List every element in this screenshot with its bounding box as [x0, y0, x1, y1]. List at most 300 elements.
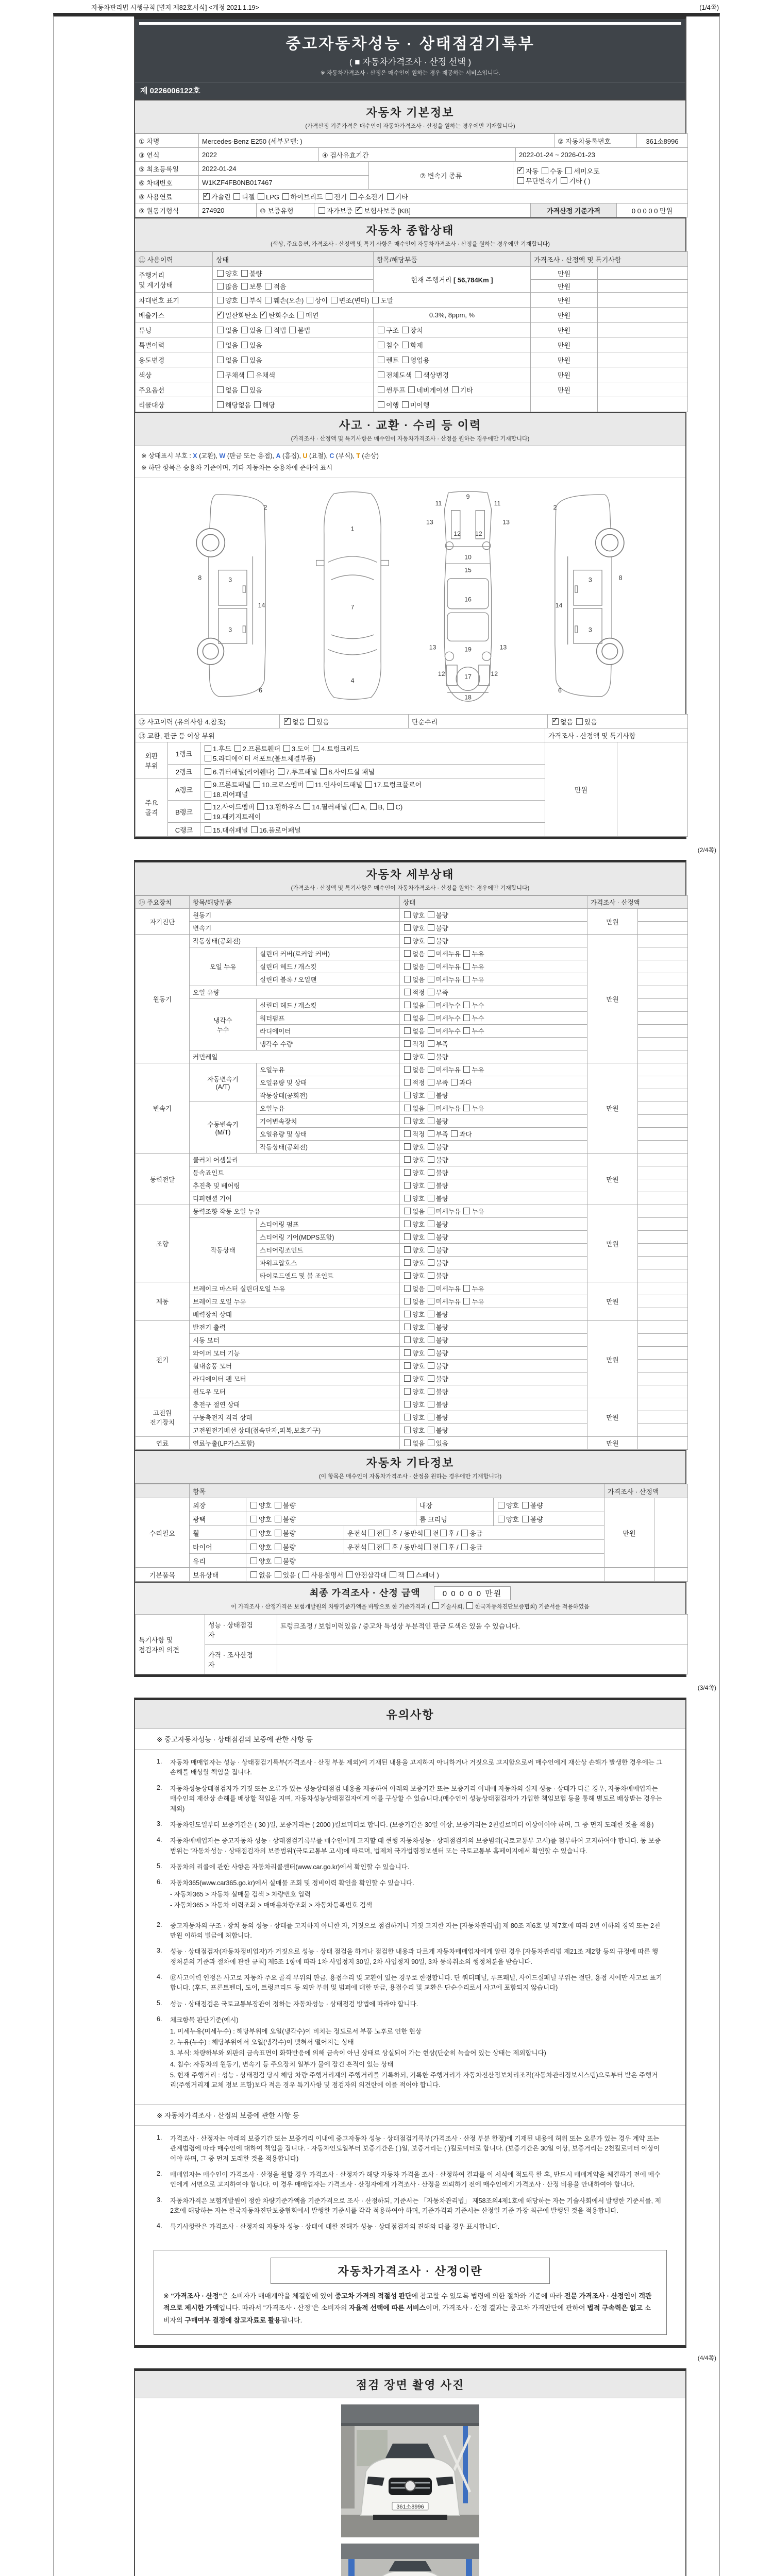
checkbox-unchecked[interactable]	[428, 1362, 434, 1369]
checkbox-unchecked[interactable]	[378, 327, 384, 333]
checkbox-unchecked[interactable]	[404, 1427, 411, 1433]
checkbox-unchecked[interactable]	[404, 1066, 411, 1073]
checkbox-unchecked[interactable]	[241, 283, 248, 290]
checkbox-unchecked[interactable]	[428, 1092, 434, 1098]
overall-col-use: ⑪ 사용이력	[136, 252, 213, 267]
license-plate: 361소8996	[396, 2503, 424, 2510]
checkbox-unchecked[interactable]	[428, 1130, 434, 1137]
checkbox-unchecked[interactable]	[402, 342, 409, 348]
checkbox-checked[interactable]	[552, 718, 559, 725]
mileage-current: 현재 주행거리 [ 56,784Km ]	[374, 267, 531, 293]
checkbox-unchecked[interactable]	[404, 976, 411, 982]
memo-cell	[654, 1568, 688, 1582]
checkbox-unchecked[interactable]	[275, 1557, 281, 1564]
checkbox-unchecked[interactable]	[205, 781, 211, 788]
checkbox-unchecked[interactable]	[282, 193, 289, 200]
basic-info-table-row5	[135, 189, 688, 204]
checkbox-unchecked[interactable]	[428, 963, 434, 970]
checkbox-unchecked[interactable]	[404, 1324, 411, 1330]
checkbox-unchecked[interactable]	[498, 1502, 505, 1509]
checkbox-unchecked[interactable]	[404, 937, 411, 944]
checkbox-unchecked[interactable]	[404, 1169, 411, 1176]
checkbox-unchecked[interactable]	[307, 781, 313, 788]
checkbox-unchecked[interactable]	[428, 989, 434, 995]
checkbox-unchecked[interactable]	[428, 1272, 434, 1279]
holding-state: 없음 있음 ( 사용설명서 안전삼각대 잭 스패너 )	[246, 1568, 604, 1582]
checkbox-unchecked[interactable]	[404, 1002, 411, 1008]
overall-header	[135, 217, 685, 251]
checkbox-unchecked[interactable]	[461, 1544, 468, 1550]
checkbox-unchecked[interactable]	[440, 1530, 447, 1536]
item-label: 와이퍼 모터 기능	[190, 1347, 400, 1360]
checkbox-unchecked[interactable]	[404, 1246, 411, 1253]
checkbox-unchecked[interactable]	[297, 312, 304, 318]
checkbox-unchecked[interactable]	[265, 327, 272, 333]
memo-cell	[638, 935, 688, 947]
checkbox-unchecked[interactable]	[318, 207, 325, 214]
memo-cell	[638, 1282, 688, 1295]
checkbox-unchecked[interactable]	[463, 1285, 470, 1292]
checkbox-unchecked[interactable]	[258, 193, 264, 200]
memo-cell	[638, 1179, 688, 1192]
checkbox-unchecked[interactable]	[331, 297, 338, 303]
price-cell: 만원	[587, 1282, 638, 1321]
checkbox-unchecked[interactable]	[217, 283, 224, 290]
checkbox-unchecked[interactable]	[424, 1530, 431, 1536]
checkbox-unchecked[interactable]	[378, 386, 384, 393]
checkbox-unchecked[interactable]	[275, 1530, 281, 1536]
checkbox-unchecked[interactable]	[428, 1040, 434, 1047]
checkbox-unchecked[interactable]	[404, 1079, 411, 1086]
price-cell: 만원	[531, 267, 598, 280]
detail-col-device: ⑭ 주요장치	[136, 896, 190, 909]
checkbox-unchecked[interactable]	[205, 745, 211, 752]
checkbox-unchecked[interactable]	[428, 1246, 434, 1253]
checkbox-unchecked[interactable]	[404, 1414, 411, 1420]
checkbox-unchecked[interactable]	[404, 963, 411, 970]
special-history-item: 침수 화재	[374, 337, 531, 352]
checkbox-unchecked[interactable]	[428, 1324, 434, 1330]
basic-info-table-row6	[135, 203, 688, 217]
page-gap-3	[54, 2348, 719, 2368]
checkbox-unchecked[interactable]	[428, 1195, 434, 1201]
checkbox-unchecked[interactable]	[428, 1388, 434, 1395]
notice-item-subline: 1. 미세누유(미세누수) : 해당부위에 오일(냉각수)이 비치는 정도로서 부품 노후로 인한 현상	[170, 2027, 422, 2035]
checkbox-unchecked[interactable]	[383, 1544, 390, 1550]
memo-cell	[638, 1089, 688, 1102]
checkbox-unchecked[interactable]	[404, 1233, 411, 1240]
checkbox-unchecked[interactable]	[428, 1414, 434, 1420]
checkbox-unchecked[interactable]	[463, 1027, 470, 1034]
checkbox-unchecked[interactable]	[404, 1285, 411, 1292]
notice-items-group-1	[135, 1750, 685, 1921]
checkbox-unchecked[interactable]	[275, 1571, 281, 1578]
checkbox-unchecked[interactable]	[428, 911, 434, 918]
state-options: 양호 불량	[400, 1398, 587, 1411]
checkbox-unchecked[interactable]	[404, 1336, 411, 1343]
checkbox-unchecked[interactable]	[402, 327, 409, 333]
basic-info-table-row2	[135, 147, 688, 162]
state-options: 양호 불량	[400, 935, 587, 947]
checkbox-unchecked[interactable]	[463, 976, 470, 982]
checkbox-unchecked[interactable]	[428, 1311, 434, 1317]
checkbox-unchecked[interactable]	[522, 1516, 529, 1522]
checkbox-unchecked[interactable]	[461, 1530, 468, 1536]
checkbox-unchecked[interactable]	[250, 1571, 257, 1578]
checkbox-unchecked[interactable]	[275, 1502, 281, 1509]
checkbox-unchecked[interactable]	[408, 386, 415, 393]
checkbox-unchecked[interactable]	[365, 781, 372, 788]
item-label: 브레이크 오일 누유	[190, 1295, 400, 1308]
checkbox-unchecked[interactable]	[428, 1298, 434, 1304]
checkbox-unchecked[interactable]	[463, 963, 470, 970]
device-group-label: 연료	[136, 1437, 190, 1450]
detail-header	[135, 862, 685, 895]
exterior-state: 양호 불량	[246, 1498, 416, 1512]
checkbox-unchecked[interactable]	[452, 386, 459, 393]
checkbox-unchecked[interactable]	[205, 803, 211, 810]
checkbox-unchecked[interactable]	[404, 1040, 411, 1047]
checkbox-unchecked[interactable]	[404, 950, 411, 957]
checkbox-unchecked[interactable]	[308, 718, 315, 725]
checkbox-unchecked[interactable]	[522, 1502, 529, 1509]
accident-header	[135, 412, 685, 446]
checkbox-unchecked[interactable]	[404, 911, 411, 918]
checkbox-unchecked[interactable]	[404, 924, 411, 931]
checkbox-unchecked[interactable]	[404, 1182, 411, 1189]
checkbox-unchecked[interactable]	[233, 193, 240, 200]
checkbox-unchecked[interactable]	[463, 1002, 470, 1008]
panel-label: ⑬ 교환, 판금 등 이상 부위	[136, 728, 545, 742]
checkbox-unchecked[interactable]	[432, 1602, 439, 1609]
notice-item-number: 1.	[157, 2133, 162, 2141]
checkbox-unchecked[interactable]	[428, 1427, 434, 1433]
checkbox-unchecked[interactable]	[390, 1571, 396, 1578]
inspection-photo-rear-lift	[341, 2544, 479, 2576]
checkbox-unchecked[interactable]	[428, 1349, 434, 1356]
checkbox-unchecked[interactable]	[428, 1401, 434, 1408]
diagram-part-number: 13	[502, 518, 510, 526]
checkbox-checked[interactable]	[284, 718, 291, 725]
checkbox-unchecked[interactable]	[251, 826, 258, 833]
checkbox-unchecked[interactable]	[428, 1143, 434, 1150]
checkbox-unchecked[interactable]	[352, 803, 359, 810]
state-options: 양호 불량	[400, 1424, 587, 1437]
detail-note: (가격조사 · 산정액 및 특기사항은 매수인이 자동차가격조사 · 산정을 원하는 경우에만 기재합니다)	[291, 885, 530, 891]
checkbox-unchecked[interactable]	[542, 167, 548, 174]
fuel-label: ⑧ 사용연료	[136, 190, 199, 204]
checkbox-unchecked[interactable]	[217, 327, 224, 333]
checkbox-unchecked[interactable]	[241, 270, 248, 277]
mileage-state-1: 양호 불량	[213, 267, 374, 280]
checkbox-unchecked[interactable]	[205, 768, 211, 775]
checkbox-unchecked[interactable]	[428, 1259, 434, 1266]
checkbox-unchecked[interactable]	[424, 1544, 431, 1550]
item-label: 충전구 절연 상태	[190, 1398, 400, 1411]
checkbox-unchecked[interactable]	[404, 1130, 411, 1137]
diagram-part-number: 8	[198, 574, 202, 582]
damage-code-letter: X	[193, 452, 197, 460]
checkbox-unchecked[interactable]	[205, 813, 211, 820]
checkbox-unchecked[interactable]	[205, 791, 211, 798]
checkbox-unchecked[interactable]	[428, 1208, 434, 1214]
checkbox-unchecked[interactable]	[498, 1516, 505, 1522]
checkbox-unchecked[interactable]	[576, 718, 583, 725]
checkbox-unchecked[interactable]	[404, 1401, 411, 1408]
checkbox-unchecked[interactable]	[378, 371, 384, 378]
checkbox-unchecked[interactable]	[404, 1388, 411, 1395]
checkbox-unchecked[interactable]	[372, 297, 379, 303]
checkbox-checked[interactable]	[260, 312, 267, 318]
memo-cell	[638, 1308, 688, 1321]
checkbox-unchecked[interactable]	[217, 270, 224, 277]
checkbox-unchecked[interactable]	[565, 167, 572, 174]
checkbox-unchecked[interactable]	[428, 950, 434, 957]
checkbox-unchecked[interactable]	[463, 950, 470, 957]
checkbox-unchecked[interactable]	[407, 1571, 414, 1578]
diagram-part-number: 12	[453, 530, 461, 538]
recall-label: 리콜대상	[136, 397, 213, 412]
checkbox-unchecked[interactable]	[304, 803, 310, 810]
state-options: 없음 미세누수 누수	[400, 1012, 587, 1025]
checkbox-unchecked[interactable]	[517, 177, 524, 184]
checkbox-unchecked[interactable]	[428, 937, 434, 944]
price-appraisal-info-box	[154, 2250, 667, 2335]
checkbox-unchecked[interactable]	[440, 1544, 447, 1550]
checkbox-unchecked[interactable]	[428, 1014, 434, 1021]
checkbox-unchecked[interactable]	[241, 357, 248, 363]
checkbox-unchecked[interactable]	[265, 283, 272, 290]
checkbox-unchecked[interactable]	[217, 371, 224, 378]
checkbox-unchecked[interactable]	[275, 1516, 281, 1522]
checkbox-unchecked[interactable]	[346, 1571, 353, 1578]
checkbox-checked[interactable]	[203, 193, 210, 200]
checkbox-unchecked[interactable]	[265, 297, 272, 303]
inspection-value: 2022-01-24 ~ 2026-01-23	[516, 148, 688, 162]
checkbox-unchecked[interactable]	[428, 924, 434, 931]
checkbox-unchecked[interactable]	[463, 1208, 470, 1214]
checkbox-unchecked[interactable]	[451, 1130, 458, 1137]
checkbox-unchecked[interactable]	[404, 1349, 411, 1356]
panel-price-label: 가격조사 · 산정액 및 특기사항	[545, 728, 688, 742]
checkbox-unchecked[interactable]	[404, 1117, 411, 1124]
checkbox-unchecked[interactable]	[303, 1571, 309, 1578]
accident-history-label: ⑫ 사고이력 (유의사항 4.참조)	[136, 715, 280, 728]
checkbox-unchecked[interactable]	[257, 803, 264, 810]
notice-items-group-3	[135, 2126, 685, 2243]
reg-no-value: 361소8996	[637, 134, 688, 148]
checkbox-unchecked[interactable]	[561, 177, 567, 184]
checkbox-unchecked[interactable]	[404, 1105, 411, 1111]
checkbox-unchecked[interactable]	[402, 401, 409, 408]
state-options: 양호 불량	[400, 1141, 587, 1154]
checkbox-unchecked[interactable]	[404, 1092, 411, 1098]
notice-item-number: 6.	[157, 2015, 162, 2023]
checkbox-unchecked[interactable]	[404, 1298, 411, 1304]
page-marker-2: (2/4쪽)	[697, 846, 716, 854]
checkbox-unchecked[interactable]	[404, 1208, 411, 1214]
memo-cell	[638, 1424, 688, 1437]
checkbox-unchecked[interactable]	[320, 768, 327, 775]
transmission-label: ⑦ 변속기 종류	[369, 162, 513, 190]
device-group-label: 자기진단	[136, 909, 190, 935]
checkbox-unchecked[interactable]	[404, 1439, 411, 1446]
checkbox-unchecked[interactable]	[350, 193, 357, 200]
item-label: 배력장치 상태	[190, 1308, 400, 1321]
price-cell: 만원	[531, 367, 598, 382]
checkbox-unchecked[interactable]	[275, 1544, 281, 1550]
checkbox-unchecked[interactable]	[404, 989, 411, 995]
checkbox-unchecked[interactable]	[428, 1027, 434, 1034]
state-options: 양호 불량	[400, 1269, 587, 1282]
checkbox-unchecked[interactable]	[463, 1014, 470, 1021]
notice-title: 유의사항	[386, 1708, 434, 1721]
checkbox-unchecked[interactable]	[463, 1105, 470, 1111]
checkbox-unchecked[interactable]	[404, 1221, 411, 1227]
checkbox-unchecked[interactable]	[247, 371, 254, 378]
checkbox-unchecked[interactable]	[428, 976, 434, 982]
checkbox-unchecked[interactable]	[428, 1117, 434, 1124]
rank-items: 6.쿼터패널(리어휀다) 7.루프패널 8.사이드실 패널	[200, 765, 545, 778]
checkbox-unchecked[interactable]	[428, 1336, 434, 1343]
checkbox-unchecked[interactable]	[217, 342, 224, 348]
checkbox-unchecked[interactable]	[307, 297, 313, 303]
checkbox-unchecked[interactable]	[404, 1053, 411, 1060]
checkbox-unchecked[interactable]	[404, 1272, 411, 1279]
checkbox-unchecked[interactable]	[451, 1079, 458, 1086]
checkbox-unchecked[interactable]	[428, 1182, 434, 1189]
state-options: 양호 불량	[400, 1218, 587, 1231]
checkbox-unchecked[interactable]	[428, 1221, 434, 1227]
checkbox-unchecked[interactable]	[415, 371, 422, 378]
checkbox-unchecked[interactable]	[428, 1169, 434, 1176]
checkbox-unchecked[interactable]	[463, 1066, 470, 1073]
checkbox-unchecked[interactable]	[428, 1233, 434, 1240]
checkbox-unchecked[interactable]	[217, 386, 224, 393]
overall-table	[135, 251, 688, 412]
checkbox-unchecked[interactable]	[283, 745, 290, 752]
checkbox-unchecked[interactable]	[428, 1285, 434, 1292]
checkbox-unchecked[interactable]	[378, 342, 384, 348]
checkbox-unchecked[interactable]	[404, 1311, 411, 1317]
checkbox-unchecked[interactable]	[241, 342, 248, 348]
checkbox-unchecked[interactable]	[205, 826, 211, 833]
checkbox-unchecked[interactable]	[383, 1530, 390, 1536]
item-label: 실린더 헤드 / 개스킷	[257, 960, 400, 973]
item-label: 실린더 헤드 / 개스킷	[257, 999, 400, 1012]
etc-title: 자동차 기타정보	[366, 1456, 455, 1469]
checkbox-unchecked[interactable]	[404, 1014, 411, 1021]
vin-label: ⑥ 차대번호	[136, 176, 199, 190]
checkbox-unchecked[interactable]	[463, 1298, 470, 1304]
item-label: 발전기 출력	[190, 1321, 400, 1334]
checkbox-unchecked[interactable]	[404, 1027, 411, 1034]
item-label: 스티어링 펌프	[257, 1218, 400, 1231]
checkbox-unchecked[interactable]	[250, 1502, 257, 1509]
memo-cell	[638, 1321, 688, 1334]
checkbox-unchecked[interactable]	[234, 745, 241, 752]
memo-cell	[638, 1025, 688, 1038]
price-cell: 만원	[587, 909, 638, 935]
rank-label: A랭크	[168, 778, 200, 801]
checkbox-unchecked[interactable]	[368, 1544, 375, 1550]
checkbox-unchecked[interactable]	[313, 745, 320, 752]
checkbox-unchecked[interactable]	[404, 1375, 411, 1382]
checkbox-unchecked[interactable]	[387, 803, 394, 810]
diagram-part-number: 11	[435, 500, 442, 507]
checkbox-unchecked[interactable]	[217, 297, 224, 303]
checkbox-unchecked[interactable]	[368, 1530, 375, 1536]
checkbox-unchecked[interactable]	[387, 193, 394, 200]
checkbox-unchecked[interactable]	[326, 193, 332, 200]
checkbox-unchecked[interactable]	[378, 401, 384, 408]
item-label: 오일 유량	[190, 986, 400, 999]
emission-label: 배출가스	[136, 308, 213, 323]
checkbox-unchecked[interactable]	[289, 327, 296, 333]
panel-rank-table	[135, 742, 688, 837]
checkbox-unchecked[interactable]	[250, 1557, 257, 1564]
price-cell: 만원	[531, 280, 598, 293]
damage-code-letter: U	[303, 452, 308, 460]
checkbox-unchecked[interactable]	[241, 327, 248, 333]
checkbox-unchecked[interactable]	[404, 1195, 411, 1201]
checkbox-unchecked[interactable]	[428, 1002, 434, 1008]
checkbox-unchecked[interactable]	[241, 386, 248, 393]
checkbox-unchecked[interactable]	[254, 401, 261, 408]
rank-items: 9.프론트패널 10.크로스멤버 11.인사이드패널 17.트렁크플로어 18.리어패널	[200, 778, 545, 801]
checkbox-unchecked[interactable]	[428, 1053, 434, 1060]
document-subtitle-note: ※ 자동차가격조사 · 산정은 매수인이 원하는 경우 제공하는 서비스입니다.	[320, 70, 500, 76]
checkbox-unchecked[interactable]	[217, 401, 224, 408]
checkbox-unchecked[interactable]	[404, 1259, 411, 1266]
damage-code-desc: (흠집),	[280, 452, 303, 460]
checkbox-unchecked[interactable]	[378, 357, 384, 363]
checkbox-unchecked[interactable]	[250, 1544, 257, 1550]
checkbox-unchecked[interactable]	[278, 768, 284, 775]
checkbox-unchecked[interactable]	[404, 1362, 411, 1369]
memo-cell	[638, 1038, 688, 1050]
checkbox-unchecked[interactable]	[241, 297, 248, 303]
checkbox-unchecked[interactable]	[370, 803, 377, 810]
checkbox-unchecked[interactable]	[466, 1602, 473, 1609]
checkbox-unchecked[interactable]	[404, 1156, 411, 1163]
checkbox-unchecked[interactable]	[402, 357, 409, 363]
checkbox-unchecked[interactable]	[250, 1530, 257, 1536]
checkbox-checked[interactable]	[356, 207, 362, 214]
checkbox-unchecked[interactable]	[205, 755, 211, 761]
item-label: 원동기	[190, 909, 400, 922]
checkbox-unchecked[interactable]	[428, 1079, 434, 1086]
notice-items-group-2	[135, 1921, 685, 2101]
checkbox-unchecked[interactable]	[428, 1156, 434, 1163]
page-gap-1	[54, 839, 719, 860]
checkbox-checked[interactable]	[217, 312, 224, 318]
checkbox-unchecked[interactable]	[217, 357, 224, 363]
checkbox-unchecked[interactable]	[250, 1516, 257, 1522]
price-cell: 만원	[587, 1063, 638, 1154]
checkbox-unchecked[interactable]	[254, 781, 260, 788]
state-options: 적정 부족 과다	[400, 1076, 587, 1089]
accident-note: (가격조사 · 산정액 및 특기사항은 매수인이 자동차가격조사 · 산정을 원하는 경우에만 기재합니다)	[291, 436, 530, 442]
checkbox-unchecked[interactable]	[428, 1375, 434, 1382]
checkbox-unchecked[interactable]	[428, 1105, 434, 1111]
checkbox-checked[interactable]	[517, 167, 524, 174]
checkbox-unchecked[interactable]	[428, 1066, 434, 1073]
checkbox-unchecked[interactable]	[404, 1143, 411, 1150]
checkbox-unchecked[interactable]	[428, 1439, 434, 1446]
price-cell: 만원	[531, 323, 598, 337]
notice-item-text: 자동차의 리콜에 관한 사항은 자동차리콜센터(www.car.go.kr)에서 확인할 수 있습니다.	[170, 1863, 410, 1871]
